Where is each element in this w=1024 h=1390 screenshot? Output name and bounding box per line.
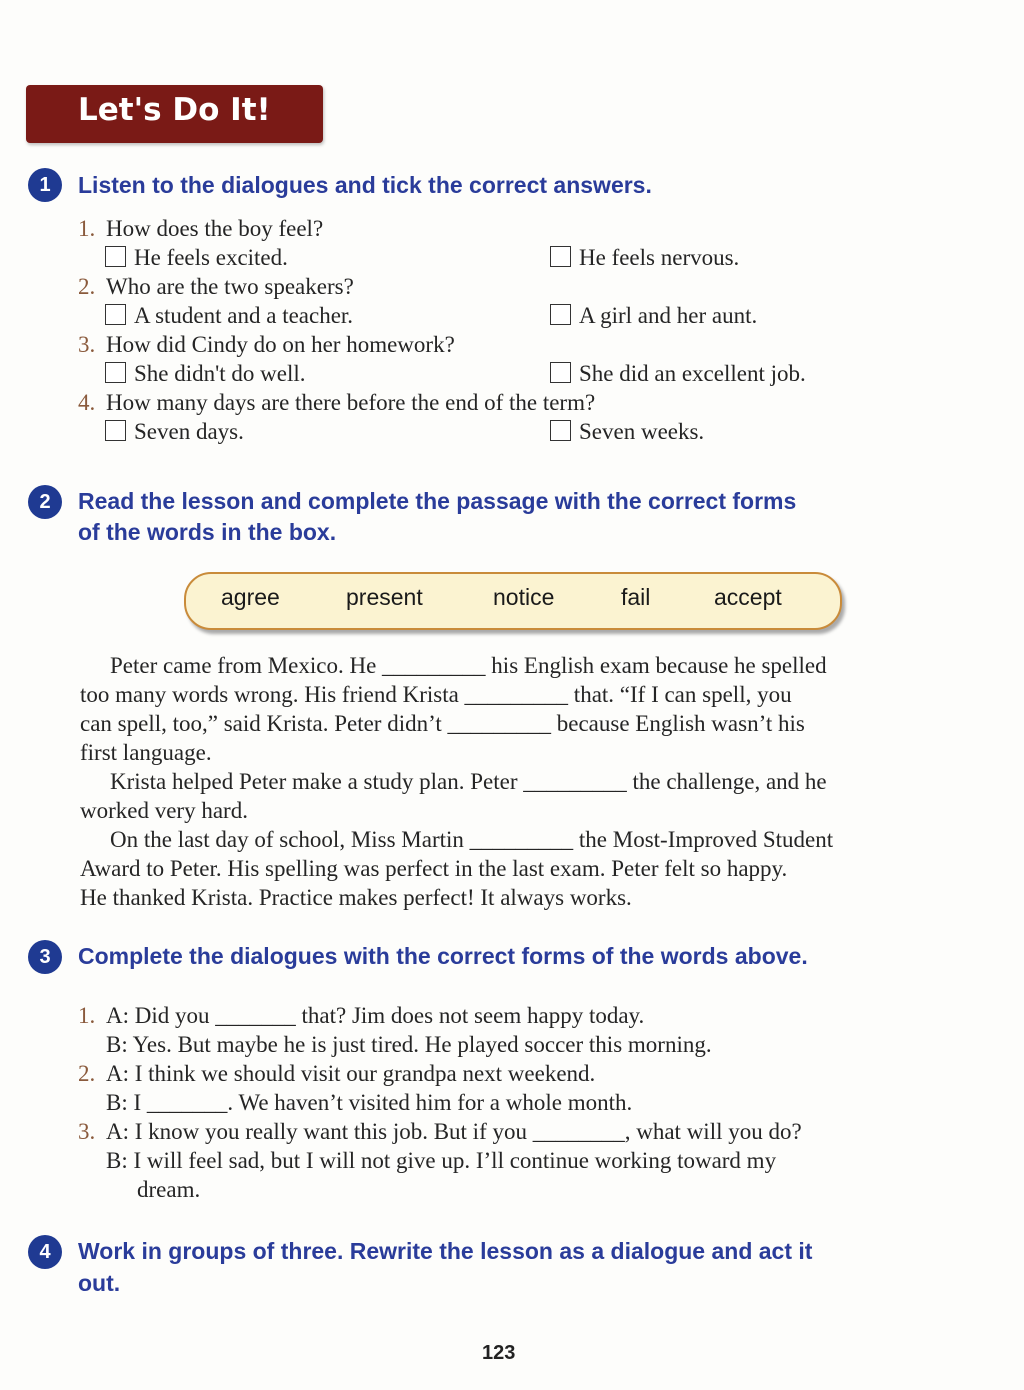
answer-option [550,301,757,330]
option-label: She didn't do well. [134,361,306,386]
word-agree: agree [221,584,280,610]
option-label: A student and a teacher. [134,303,354,328]
question-number: 2. [78,274,96,299]
passage-line: first language. [80,740,212,765]
dialogue-line: A: I think we should visit our grandpa next weekend. [106,1061,596,1086]
dialogue-number: 2. [78,1061,96,1086]
passage-line: worked very hard. [80,798,248,823]
option-label: A girl and her aunt. [579,303,758,328]
section-4-number: 4 [28,1235,62,1269]
passage-line: Award to Peter. His spelling was perfect in the last exam. Peter felt so happy. [80,856,788,881]
checkbox[interactable] [550,420,571,441]
section-4-heading-line: Work in groups of three. Rewrite the lesson as a dialogue and act it [78,1238,813,1264]
passage-line: On the last day of school, Miss Martin _________ the Most-Improved Student [110,827,834,852]
dialogue-line: A: I know you really want this job. But if you ________, what will you do? [106,1119,802,1144]
checkbox[interactable] [550,304,571,325]
section-1-number: 1 [28,168,62,202]
option-label: Seven days. [134,419,244,444]
section-3-heading: Complete the dialogues with the correct forms of the words above. [78,943,808,969]
question-text: How many days are there before the end of the term? [106,390,596,415]
question-number: 1. [78,216,96,241]
passage-line: He thanked Krista. Practice makes perfect! It always works. [80,885,632,910]
section-2-number: 2 [28,485,62,519]
passage-line: can spell, too,” said Krista. Peter didn’t _________ because English wasn’t his [80,711,805,736]
dialogue-line: dream. [137,1177,201,1202]
section-2-heading-line: Read the lesson and complete the passage with the correct forms [78,488,797,514]
question-text: How does the boy feel? [106,216,324,241]
word-accept: accept [714,584,782,610]
passage-line: Krista helped Peter make a study plan. Peter _________ the challenge, and he [110,769,827,794]
dialogue-number: 3. [78,1119,96,1144]
checkbox[interactable] [550,246,571,267]
word-present: present [346,584,423,610]
option-label: He feels nervous. [579,245,740,270]
option-label: He feels excited. [134,245,288,270]
section-4-heading-line: out. [78,1270,121,1296]
answer-option [105,359,306,388]
answer-option [550,243,739,272]
section-2-heading-line: of the words in the box. [78,519,337,545]
passage-line: Peter came from Mexico. He _________ his English exam because he spelled [110,653,827,678]
dialogue-line: B: I will feel sad, but I will not give up. I’ll continue working toward my [106,1148,777,1173]
word-fail: fail [621,584,651,610]
question-number: 4. [78,390,96,415]
answer-option [550,359,806,388]
page-number: 123 [482,1342,516,1364]
checkbox[interactable] [105,362,126,383]
dialogue-line: B: I _______. We haven’t visited him for a whole month. [106,1090,633,1115]
page-title: Let's Do It! [78,92,271,128]
checkbox[interactable] [550,362,571,383]
answer-option [105,243,288,272]
answer-option [105,301,353,330]
dialogue-number: 1. [78,1003,96,1028]
dialogue-line: B: Yes. But maybe he is just tired. He played soccer this morning. [106,1032,712,1057]
passage-line: too many words wrong. His friend Krista _________ that. “If I can spell, you [80,682,792,707]
section-3-number: 3 [28,940,62,974]
checkbox[interactable] [105,246,126,267]
checkbox[interactable] [105,304,126,325]
section-1-heading: Listen to the dialogues and tick the correct answers. [78,172,652,198]
question-number: 3. [78,332,96,357]
answer-option [105,417,244,446]
option-label: Seven weeks. [579,419,705,444]
question-text: Who are the two speakers? [106,274,354,299]
checkbox[interactable] [105,420,126,441]
answer-option [550,417,704,446]
option-label: She did an excellent job. [579,361,806,386]
question-text: How did Cindy do on her homework? [106,332,455,357]
word-notice: notice [493,584,555,610]
dialogue-line: A: Did you _______ that? Jim does not seem happy today. [106,1003,645,1028]
